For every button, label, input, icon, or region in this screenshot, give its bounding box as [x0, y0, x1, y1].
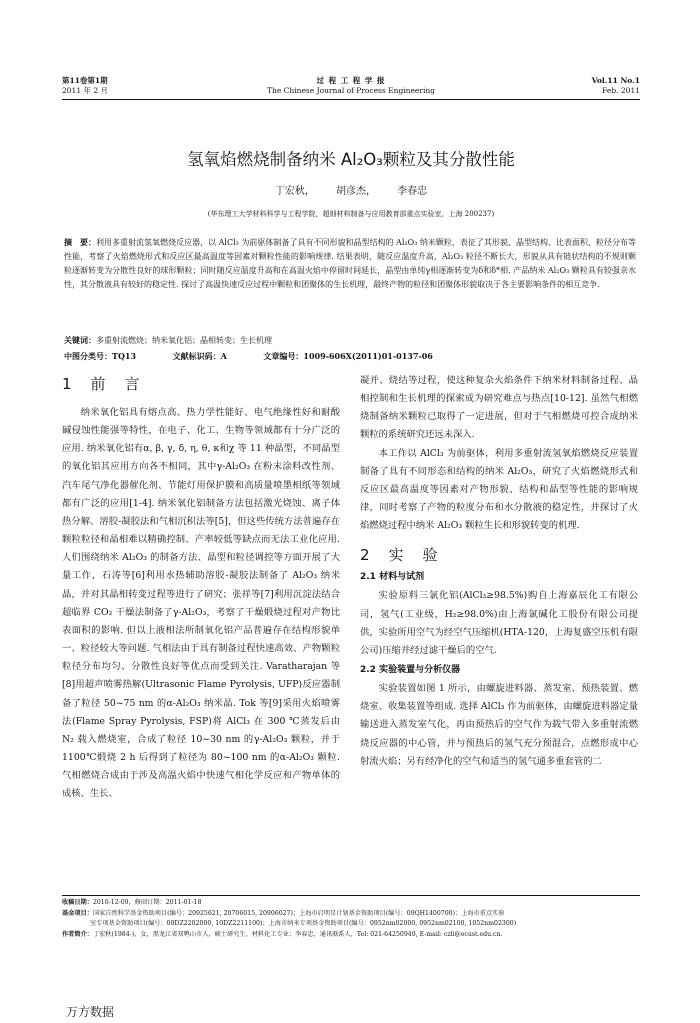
left-column [62, 372, 340, 803]
author-bio: 作者简介：丁宏秋(1984-)，女，黑龙江省双鸭山市人，硕士研究生，材料化工专业；李春忠，通讯联系人，Tel: 021-64250949, E-mail: czli@ecust.edu.cn. [62, 930, 503, 938]
issue-date: 2011 年 2 月 [62, 86, 109, 95]
volume-info-en [592, 76, 640, 96]
footnote [62, 898, 640, 940]
issue-date-en: Feb. 2011 [602, 86, 640, 95]
classification-line [64, 351, 636, 362]
journal-name-en: The Chinese Journal of Process Engineering [267, 86, 435, 95]
section-1-paragraph-3: 本工作以 AlCl₃ 为前驱体，利用多重射流氢氧焰燃烧反应装置制备了具有不同形态和结构的纳米 Al₂O₃，研究了火焰燃烧形式和反应区最高温度等因素对产物形貌、结构和晶型等性能的影响规律，同时考察了产物的粒度分布和水分散液的稳定性，并探讨了火焰燃烧过程中纳米 Al₂O₃ 颗粒生长和形貌转变的机理. [360, 447, 638, 532]
subsection-2-1-heading: 2.1 材料与试剂 [360, 572, 425, 583]
section-1-paragraph-1: 纳米氧化铝具有熔点高、热力学性能好、电气绝缘性好和耐酸碱侵蚀性能强等特性，在电子、化工、生物等领域都有十分广泛的应用. 纳米氧化铝有α, β, γ, δ, η, θ, κ和χ 等 11 种晶型，不同晶型的氧化铝其应用方向各不相同，其中γ-Al₂O₃ 在粉末涂料改性剂、汽车尾气净化器催化剂、节能灯用保护膜和高质量喷墨相纸等领域都有广泛的应用[1-4]. 纳米氧化铝制备方法包括激光烧蚀、离子体热分解、溶胶-凝胶法和气相沉积法等[5]，但这些传统方法普遍存在颗粒粒径和晶相难以精确控制、产率较低等缺点而无法工业化应用. 人们围绕纳米 Al₂O₃ 的制备方法、晶型和粒径调控等方面开展了大量工作，石涛等[6]利用水热辅助溶胶-凝胶法制备了 Al₂O₃ 纳米晶，并对其晶相转变过程等进行了研究；张祥等[7]利用沉淀法结合超临界 CO₂ 干燥法制备了γ-Al₂O₃，考察了干燥煅烧过程对产物比表面积的影响. 但以上液相法所制氧化铝产品普遍存在结构形貌单一、粒径较大等问题. 气相法由于具有制备过程快速高效、产物颗粒粒径分布均匀、分散性良好等优点而受到关注. Varatharajan 等[8]用超声喷雾热解(Ultrasonic Flame Pyrolysis, UFP)反应器制备了粒径 50~75 nm 的α-Al₂O₃ 纳米晶. Tok 等[9]采用火焰喷雾法(Flame Spray Pyrolysis, FSP)将 AlCl₃ 在 300 ℃蒸发后由 N₂ 载入燃烧室，合成了粒径 10~30 nm 的γ-Al₂O₃ 颗粒，并于 1100℃煅烧 2 h 后得到了粒径为 80~100 nm 的α-Al₂O₃ 颗粒. 气相燃烧合成由于涉及高温火焰中快速气相化学反应和产物单体的成核、生长、 [62, 407, 340, 800]
subsection-2-2-heading: 2.2 实验装置与分析仪器 [360, 665, 461, 676]
abstract-label: 摘 要： [64, 238, 97, 247]
volume-label: 第11卷第1期 [62, 76, 108, 85]
keywords-text: 多重射流燃烧；纳米氧化铝；晶相转变；生长机理 [96, 336, 272, 345]
right-column [360, 372, 638, 771]
journal-name-cn: 过 程 工 程 学 报 [316, 76, 386, 85]
section-1-heading: 1 前 言 [62, 375, 142, 393]
section-2-1-paragraph: 实验原料三氯化铝(AlCl₃≥98.5%)购自上海嘉辰化工有限公司，氢气(工业级，H₂≥98.0%)由上海氯碱化工股份有限公司提供，实验所用空气为经空气压缩机(HTA-120，上海复盛空压机有限公司)压缩并经过滤干燥后的空气. [360, 590, 638, 656]
header-rule [62, 99, 640, 100]
volume-label-en: Vol.11 No.1 [591, 76, 640, 85]
article-number: 文章编号：1009-606X(2011)01-0137-06 [263, 351, 433, 361]
fund-info: 基金项目：国家自然科学基金资助项目(编号：20925621, 20706015, 20906027)；上海市启明星计划基金资助项目(编号：09QH1400700)；上海市重点实验 [62, 909, 505, 917]
document-code: 文献标识码：A [172, 351, 227, 361]
section-2-heading: 2 实 验 [360, 546, 440, 565]
watermark: 万方数据 [66, 1005, 115, 1019]
abstract [64, 236, 636, 292]
paper-authors: 丁宏秋， 胡彦杰， 李春忠 [274, 186, 428, 197]
section-2-2-paragraph: 实验装置如图 1 所示，由螺旋进料器、蒸发室、预热装置、燃烧室、收集装置等组成. 选择 AlCl₃ 作为前驱体，由螺旋进料器定量输送进入蒸发室气化，再由预热后的空气作为载气带入多重射流燃烧反应器的中心管，并与预热后的氢气充分预混合，点燃形成中心射流火焰；另有经净化的空气和适当的氢气通多重套管的二 [360, 683, 638, 767]
keywords-label: 关键词： [64, 336, 96, 345]
received-date: 收稿日期：2010-12-09，修回日期：2011-01-18 [62, 899, 202, 906]
section-1-paragraph-2: 凝并、烧结等过程，使这种复杂火焰条件下纳米材料制备过程、晶相控制和生长机理的探索成为研究难点与热点[10-12]. 虽然气相燃烧制备纳米颗粒已取得了一定进展，但对于气相燃烧可控合成纳米颗粒的系统研究还远未深入. [360, 375, 638, 441]
fund-info-cont: 室专项基金资助项目(编号：09DZ2202000, 10DZ2211100)；上海市纳米专项基金资助项目(编号：0952nm02000, 0952nm02100, 1052nm02300) [90, 920, 517, 927]
journal-name [62, 76, 640, 96]
paper-title: 氢氧焰燃烧制备纳米 Al₂O₃颗粒及其分散性能 [187, 150, 515, 169]
footnote-rule [62, 895, 640, 896]
keywords [64, 335, 636, 346]
abstract-text: 利用多重射流氢氧燃烧反应器，以 AlCl₃ 为前驱体制备了具有不同形貌和晶型结构的 Al₂O₃ 纳米颗粒，表征了其形貌、晶型结构、比表面积、粒径分布等性能，考察了火焰燃烧形式和反应区最高温度等因素对颗粒性能的影响规律. 结果表明，随反应温度升高，Al₂O₃ 粒径不断长大，形貌从具有链状结构的不规则颗粒逐渐转变为分散性良好的球形颗粒；同时随反应温度升高和在高温火焰中停留时间延长，晶型由单纯γ相逐渐转变为δ和δ*相. 产品纳米 Al₂O₃ 颗粒具有较强亲水性，其分散液具有较好的稳定性. 探讨了高温快速反应过程中颗粒和团聚体的生长机理，最终产物的粒径和团聚体形貌取决于各主要影响条件的相互竞争. [64, 238, 637, 289]
clc-number: 中图分类号：TQ13 [64, 351, 137, 361]
affiliation: (华东理工大学材料科学与工程学院，超细材料制备与应用教育部重点实验室，上海 200237) [207, 210, 495, 218]
